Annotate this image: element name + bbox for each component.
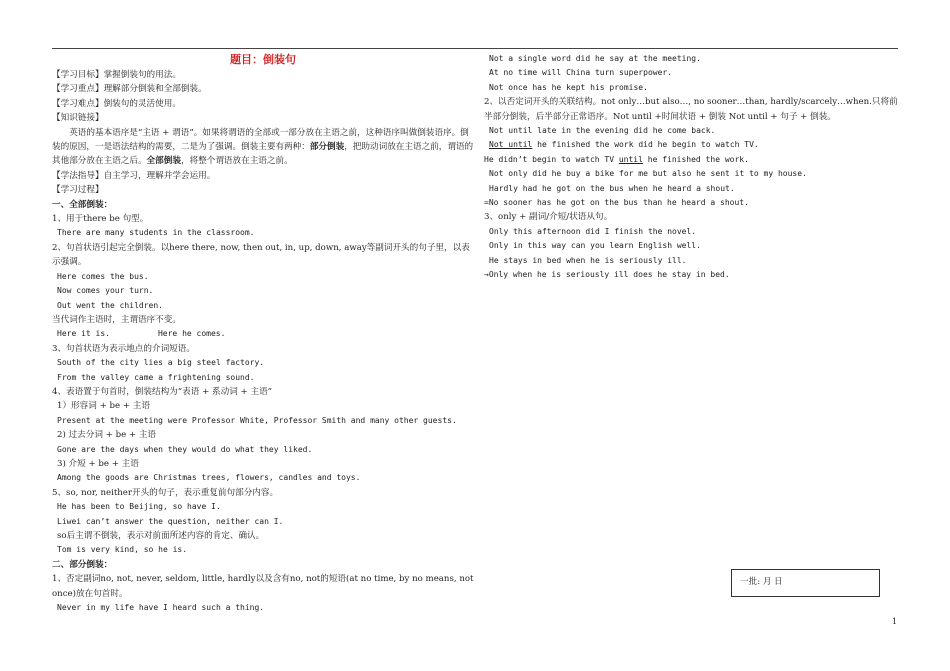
left-column (52, 52, 474, 615)
right-column (484, 52, 898, 283)
example-5a: He has been to Beijing, so have I. (57, 502, 221, 512)
right-example-12: Only this afternoon did I finish the novel. (489, 226, 697, 236)
right-example-2: At no time will China turn superpower. (489, 68, 673, 78)
page-number: 1 (892, 617, 898, 626)
example-4c: Among the goods are Christmas trees, flowers, candles and toys. (57, 473, 361, 483)
rule-4-sub-2: 2) 过去分词 + be + 主语 (57, 430, 157, 441)
rule-5: 5、so, nor, neither开头的句子，表示重复前句部分内容。 (52, 487, 279, 498)
right-example-10: =No sooner has he got on the bus than he heard a shout. (484, 198, 749, 208)
rule-4-sub-1: 1）形容词 + be + 主语 (57, 401, 150, 412)
header-rule (52, 48, 898, 49)
learning-key-point: 【学习重点】理解部分倒装和全部倒装。 (52, 84, 207, 95)
right-example-9: Hardly had he got on the bus when he heard a shout. (489, 183, 735, 193)
intro-paragraph: 英语的基本语序是“主语 + 谓语”。如果将谓语的全部或一部分放在主语之前，这种语序叫做倒装语序。倒装的原因，一是语法结构的需要，二是为了强调。倒装主要有两种：部分倒装，把助动词放在主语之前，谓语的其他部分放在主语之后。全部倒装，将整个谓语放在主语之前。 (52, 127, 474, 167)
rule-4-sub-3: 3) 介短 + be + 主语 (57, 458, 139, 469)
note-5: so后主谓不倒装，表示对前面所述内容的肯定、确认。 (57, 531, 265, 541)
example-3a: South of the city lies a big steel factory. (57, 358, 265, 368)
example-4a: Present at the meeting were Professor White, Professor Smith and many other guests. (57, 415, 457, 425)
rule-2: 2、句首状语引起完全倒装。以here there, now, then out, in, up, down, away等副词开头的句子里，以表示强调。 (52, 242, 470, 268)
right-example-8: Not only did he buy a bike for me but also he sent it to my house. (489, 169, 807, 179)
partial-rule-2: 2、以否定词开头的关联结构。not only…but also…, no sooner…than, hardly/scarcely…when.只将前半部分倒装，后半部分正常语序。Not until +时间状语 + 倒装 Not until + 句子 + 倒装。 (484, 97, 898, 122)
example-3b: From the valley came a frightening sound. (57, 372, 255, 382)
learning-process: 【学习过程】 (52, 185, 104, 196)
partial-rule-1: 1、否定副词no, not, never, seldom, little, hardly以及含有no, not的短语(at no time, by no means, not once)放在句首时。 (52, 574, 474, 599)
date-box: 一批: 月 日 (731, 569, 880, 597)
right-example-14: He stays in bed when he is seriously ill. (489, 255, 687, 265)
partial-rule-3: 3、only + 副词/介短/状语从句。 (484, 212, 613, 223)
learning-difficulty: 【学习难点】倒装句的灵活使用。 (52, 98, 181, 109)
full-inversion-heading: 一、全部倒装： (52, 199, 113, 210)
knowledge-link: 【知识链接】 (52, 113, 104, 124)
learning-method: 【学法指导】自主学习，理解并学会运用。 (52, 170, 216, 181)
example-2de: Here it is. Here he comes. (57, 329, 226, 339)
example-2a: Here comes the bus. (57, 271, 149, 281)
rule-4: 4、表语置于句首时，倒装结构为“表语 + 系动词 + 主语” (52, 386, 273, 397)
partial-example-1: Never in my life have I heard such a thing. (57, 603, 265, 613)
example-2c: Out went the children. (57, 300, 163, 310)
example-5c: Tom is very kind, so he is. (57, 545, 188, 555)
example-2b: Now comes your turn. (57, 286, 154, 296)
right-example-1: Not a single word did he say at the meeting. (489, 54, 701, 63)
learning-objective: 【学习目标】掌握倒装句的用法。 (52, 70, 181, 80)
rule-1: 1、用于there be 句型。 (52, 214, 149, 225)
note-2: 当代词作主语时，主谓语序不变。 (52, 314, 181, 325)
rule-3: 3、句首状语为表示地点的介词短语。 (52, 343, 195, 354)
document-title: 题目：倒装句 (230, 53, 296, 66)
example-5b: Liwei can’t answer the question, neither can I. (57, 516, 284, 526)
example-1: There are many students in the classroom. (57, 228, 255, 238)
right-example-15: →Only when he is seriously ill does he stay in bed. (484, 270, 730, 280)
right-example-7: He didn’t begin to watch TV until he finished the work. (484, 154, 749, 164)
partial-inversion-heading: 二、部分倒装： (52, 559, 113, 570)
right-example-5: Not until late in the evening did he come back. (489, 126, 716, 136)
right-example-3: Not once has he kept his promise. (489, 82, 648, 92)
right-example-13: Only in this way can you learn English well. (489, 241, 701, 251)
right-example-6: Not until he finished the work did he begin to watch TV. (489, 140, 759, 150)
example-4b: Gone are the days when they would do what they liked. (57, 444, 313, 454)
